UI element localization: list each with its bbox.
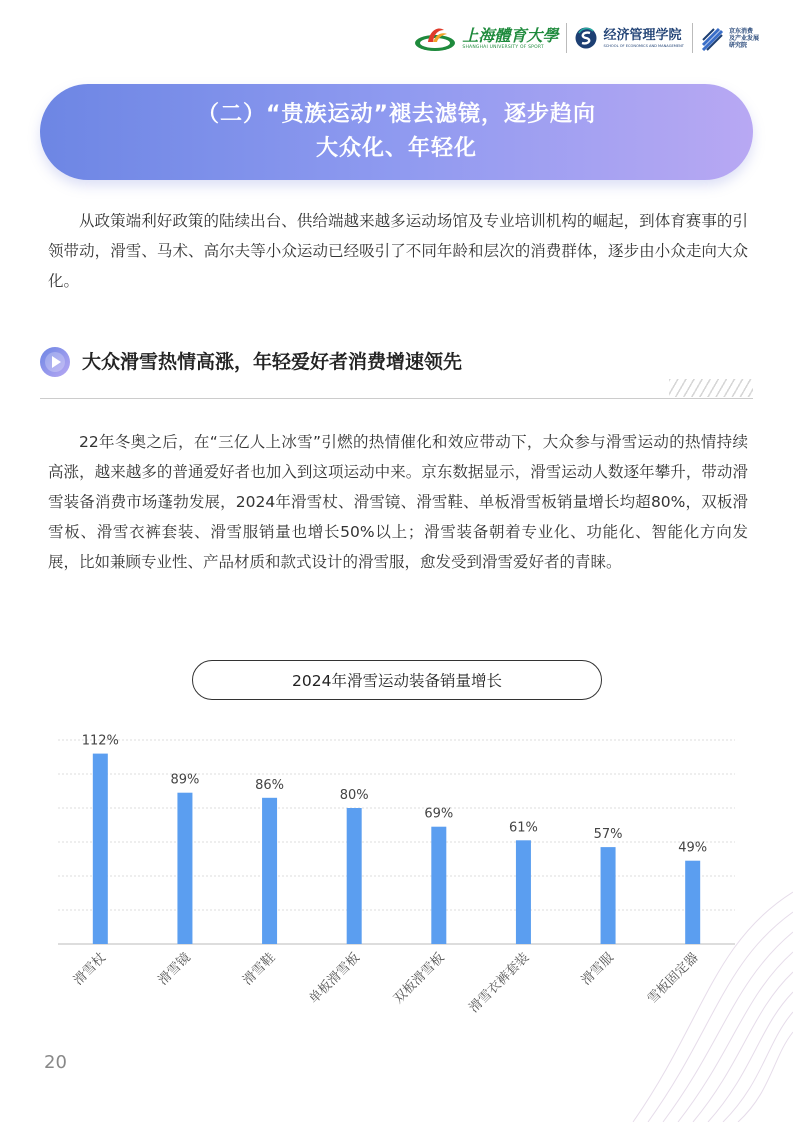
- wave-decoration: [573, 852, 793, 1122]
- x-tick-label: 双板滑雪板: [391, 950, 448, 1007]
- jd-institute-logo: [701, 25, 773, 51]
- econ-school-emblem-icon: [575, 27, 597, 49]
- chart-title: 2024年滑雪运动装备销量增长: [192, 660, 602, 700]
- bar: [516, 840, 531, 944]
- sport-university-name-en: SHANGHAI UNIVERSITY OF SPORT: [462, 44, 544, 50]
- data-label: 69%: [424, 806, 454, 822]
- x-tick-label: 雪板固定器: [644, 950, 702, 1007]
- bar: [93, 754, 108, 944]
- x-tick-label: 滑雪衣裤套装: [466, 950, 533, 1016]
- data-label: 49%: [678, 840, 708, 856]
- x-tick-label: 滑雪杖: [70, 950, 110, 989]
- subheading-divider: [40, 398, 753, 399]
- page-number: 20: [44, 1052, 67, 1073]
- bar: [347, 808, 362, 944]
- section-title-line-2: 大众化、年轻化: [315, 136, 477, 161]
- data-label: 89%: [170, 772, 200, 788]
- x-tick-label: 滑雪鞋: [240, 950, 279, 989]
- econ-school-logo: [575, 27, 684, 49]
- bar: [262, 798, 277, 944]
- jd-institute-emblem-icon: [701, 25, 723, 51]
- x-tick-label: 滑雪镜: [155, 950, 194, 989]
- econ-school-name-cn: 经济管理学院: [603, 28, 682, 43]
- sport-university-logo: [414, 24, 558, 52]
- section-title-banner: [40, 84, 753, 180]
- intro-paragraph: 从政策端利好政策的陆续出台、供给端越来越多运动场馆及专业培训机构的崛起，到体育赛事的引领带动，滑雪、马术、高尔夫等小众运动已经吸引了不同年龄和层次的消费群体，逐步由小众走向大众化。: [48, 212, 748, 290]
- section-title-line-1: （二）“贵族运动”褪去滤镜，逐步趋向: [197, 102, 596, 127]
- data-label: 57%: [593, 827, 623, 843]
- data-label: 112%: [81, 733, 119, 749]
- subheading-block: [40, 343, 753, 401]
- logo-divider: [692, 23, 693, 53]
- bar: [431, 827, 446, 944]
- header-logos: [414, 18, 773, 58]
- hatch-decoration: [669, 379, 753, 397]
- bar: [177, 793, 192, 944]
- bar: [601, 847, 616, 944]
- data-label: 86%: [255, 777, 285, 793]
- sport-university-emblem-icon: [414, 24, 456, 52]
- econ-school-name-en: SCHOOL OF ECONOMICS AND MANAGEMENT: [603, 44, 684, 48]
- data-label: 61%: [508, 820, 538, 836]
- x-tick-label: 滑雪服: [578, 950, 617, 989]
- data-label: 80%: [339, 788, 369, 803]
- play-icon: [40, 347, 70, 377]
- jd-institute-name-line: 及产业发展: [729, 34, 760, 42]
- logo-divider: [566, 23, 567, 53]
- ski-paragraph: 22年冬奥之后，在“三亿人上冰雪”引燃的热情催化和效应带动下，大众参与滑雪运动的热情持续高涨，越来越多的普通爱好者也加入到这项运动中来。京东数据显示，滑雪运动人数逐年攀升，带动滑雪装备消费市场蓬勃发展，2024年滑雪杖、滑雪镜、滑雪鞋、单板滑雪板销量增长均超80%，双板滑雪板、滑雪衣裤套装、滑雪服销量也增长50%以上；滑雪装备朝着专业化、功能化、智能化方向发展，比如兼顾专业性、产品材质和款式设计的滑雪服，愈发受到滑雪爱好者的青睐。: [48, 433, 748, 571]
- subheading-text: 大众滑雪热情高涨，年轻爱好者消费增速领先: [82, 351, 463, 373]
- x-tick-label: 单板滑雪板: [306, 950, 364, 1007]
- jd-institute-name-line: 研究院: [729, 41, 748, 49]
- bar: [685, 861, 700, 944]
- sport-university-name-cn: 上海體育大學: [462, 25, 559, 45]
- jd-institute-name-line: 京东消费: [729, 27, 754, 35]
